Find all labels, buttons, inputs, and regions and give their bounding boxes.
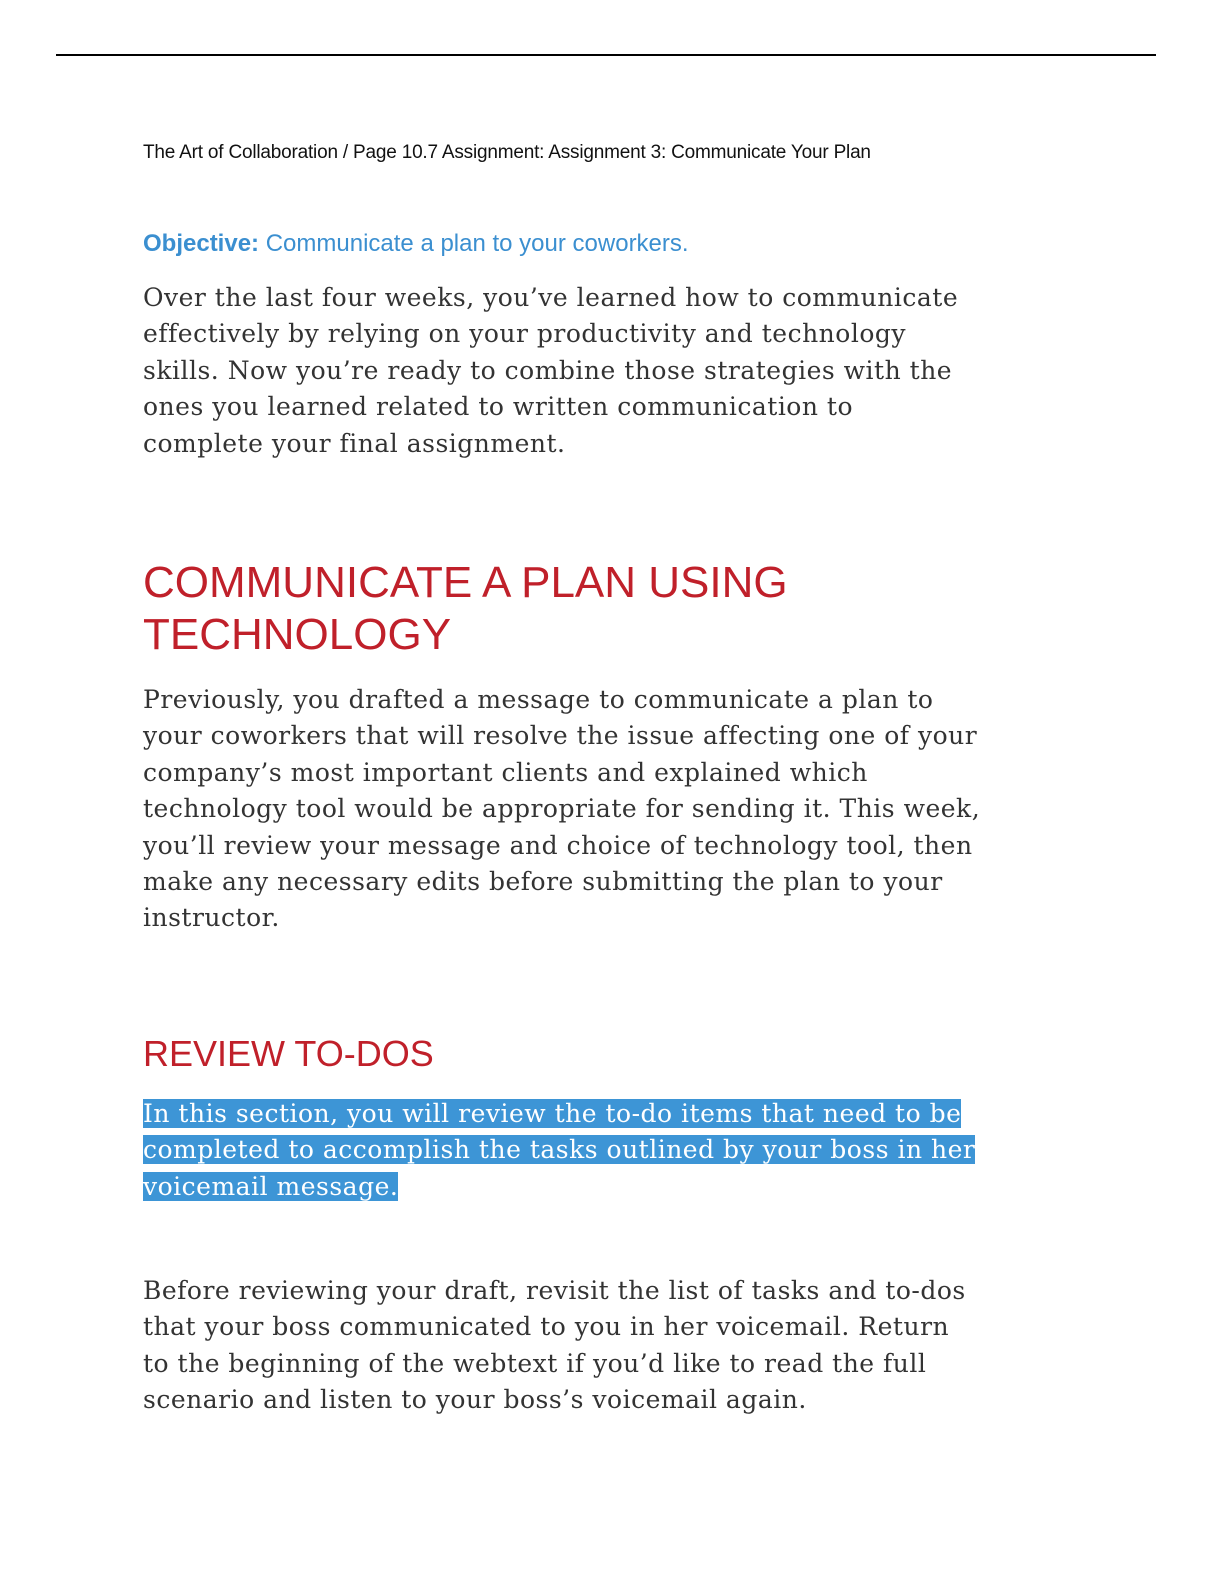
selected-text: In this section, you will review the to-do items that need to be [143,1099,962,1128]
selected-text-paragraph[interactable] [143,1096,1083,1205]
heading-line: COMMUNICATE A PLAN USING [143,558,788,607]
section-heading-communicate-plan [143,557,788,661]
selected-line [143,1096,1083,1132]
section1-line: make any necessary edits before submitting the plan to your [143,867,943,897]
section1-line: instructor. [143,903,280,933]
selected-text: voicemail message. [143,1171,399,1201]
objective-line [143,230,689,258]
section2-paragraph [143,1273,1083,1419]
section-heading-review-todos: REVIEW TO-DOS [143,1033,434,1074]
section1-line: you’ll review your message and choice of technology tool, then [143,830,973,860]
intro-line: effectively by relying on your productivity and technology [143,319,906,349]
selected-text: completed to accomplish the tasks outlined by your boss in her [143,1135,976,1165]
section2-line: to the beginning of the webtext if you’d like to read the full [143,1348,927,1378]
heading-line: TECHNOLOGY [143,610,452,659]
intro-line: Over the last four weeks, you’ve learned how to communicate [143,283,959,312]
section1-paragraph [143,682,1083,937]
section2-line: Before reviewing your draft, revisit the list of tasks and to-dos [143,1276,966,1305]
section2-line: that your boss communicated to you in her voicemail. Return [143,1312,950,1342]
intro-line: ones you learned related to written communication to [143,392,854,422]
intro-line: complete your final assignment. [143,428,566,458]
section1-line: Previously, you drafted a message to communicate a plan to [143,685,934,714]
header-rule [56,54,1156,56]
objective-text: Communicate a plan to your coworkers. [259,230,689,257]
selected-line [143,1132,1083,1168]
section1-line: company’s most important clients and explained which [143,757,868,787]
section1-line: your coworkers that will resolve the issue affecting one of your [143,721,978,751]
section1-line: technology tool would be appropriate for sending it. This week, [143,794,981,824]
section2-line: scenario and listen to your boss’s voicemail again. [143,1385,807,1415]
selected-line [143,1169,1083,1205]
intro-paragraph [143,280,1083,462]
intro-line: skills. Now you’re ready to combine those strategies with the [143,355,953,385]
objective-label: Objective: [143,230,260,257]
page-breadcrumb: The Art of Collaboration / Page 10.7 Assignment: Assignment 3: Communicate Your Plan [143,142,871,163]
